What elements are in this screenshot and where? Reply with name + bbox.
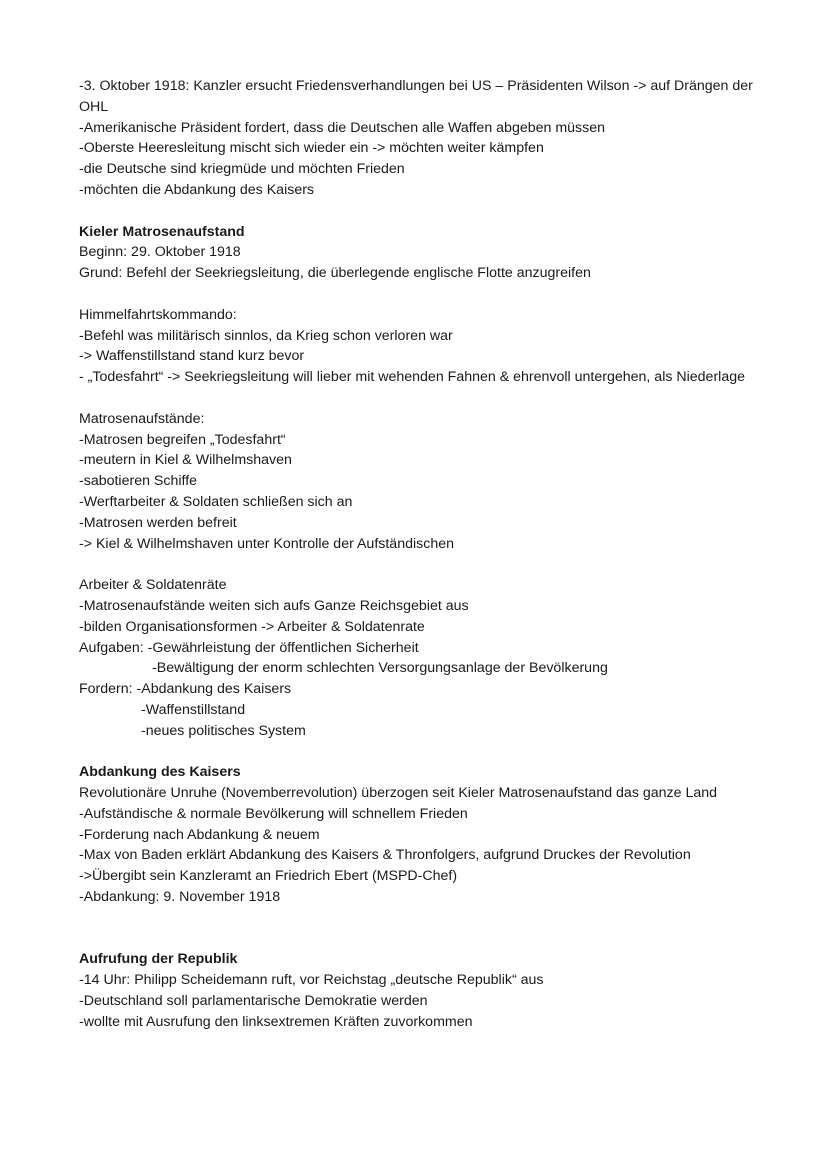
text-line: -3. Oktober 1918: Kanzler ersucht Friedensverhandlungen bei US – Präsidenten Wilson -> auf Drängen der OHL: [79, 78, 753, 115]
text-line: Revolutionäre Unruhe (Novemberrevolution) überzogen seit Kieler Matrosenaufstand das ganze Land: [79, 785, 718, 802]
text-line: -Befehl was militärisch sinnlos, da Krieg schon verloren war: [79, 327, 453, 344]
text-line: -Matrosen begreifen „Todesfahrt“: [79, 431, 286, 448]
section-heading: Abdankung des Kaisers: [79, 764, 241, 781]
text-line: -Deutschland soll parlamentarische Demokratie werden: [79, 993, 428, 1010]
fordern-line: Fordern: -Abdankung des Kaisers: [79, 681, 292, 698]
kiel-section: [79, 222, 779, 284]
text-line: -möchten die Abdankung des Kaisers: [79, 181, 315, 198]
text-line: Grund: Befehl der Seekriegsleitung, die überlegende englische Flotte anzugreifen: [79, 265, 591, 282]
aufgaben-continuation: -Bewältigung der enorm schlechten Versorgungsanlage der Bevölkerung: [152, 660, 608, 677]
section-heading: Kieler Matrosenaufstand: [79, 223, 245, 240]
text-line: - „Todesfahrt“ -> Seekriegsleitung will lieber mit wehenden Fahnen & ehrenvoll untergehen, als Niederlage: [79, 369, 746, 386]
republik-section: [79, 949, 779, 1032]
text-line: -meutern in Kiel & Wilhelmshaven: [79, 452, 292, 469]
intro-section: [79, 76, 779, 201]
subsection-title: Arbeiter & Soldatenräte: [79, 577, 227, 594]
text-line: -Werftarbeiter & Soldaten schließen sich an: [79, 493, 353, 510]
text-line: -Oberste Heeresleitung mischt sich wieder ein -> möchten weiter kämpfen: [79, 140, 544, 157]
text-line: -Matrosenaufstände weiten sich aufs Ganze Reichsgebiet aus: [79, 597, 469, 614]
document-page: [79, 76, 779, 1033]
text-line: -> Waffenstillstand stand kurz bevor: [79, 348, 305, 365]
text-line: ->Übergibt sein Kanzleramt an Friedrich Ebert (MSPD-Chef): [79, 868, 458, 885]
himmelfahrt-section: [79, 305, 779, 388]
text-line: -wollte mit Ausrufung den linksextremen Kräften zuvorkommen: [79, 1013, 473, 1030]
text-line: -bilden Organisationsformen -> Arbeiter & Soldatenrate: [79, 618, 425, 635]
text-line: -Amerikanische Präsident fordert, dass die Deutschen alle Waffen abgeben müssen: [79, 119, 606, 136]
section-heading: Aufrufung der Republik: [79, 951, 238, 968]
subsection-title: Himmelfahrtskommando:: [79, 306, 237, 323]
text-line: -die Deutsche sind kriegmüde und möchten Frieden: [79, 161, 405, 178]
text-line: -> Kiel & Wilhelmshaven unter Kontrolle der Aufständischen: [79, 535, 454, 552]
text-line: -Matrosen werden befreit: [79, 514, 237, 531]
text-line: -sabotieren Schiffe: [79, 473, 198, 490]
text-line: -Aufständische & normale Bevölkerung will schnellem Frieden: [79, 805, 468, 822]
text-line: -14 Uhr: Philipp Scheidemann ruft, vor Reichstag „deutsche Republik“ aus: [79, 972, 544, 989]
raete-section: [79, 575, 779, 741]
text-line: -Max von Baden erklärt Abdankung des Kaisers & Thronfolgers, aufgrund Druckes der Revolution: [79, 847, 691, 864]
text-line: -Abdankung: 9. November 1918: [79, 889, 281, 906]
aufgaben-line: Aufgaben: -Gewährleistung der öffentlichen Sicherheit: [79, 639, 419, 656]
abdankung-section: [79, 762, 779, 908]
subsection-title: Matrosenaufstände:: [79, 410, 205, 427]
matrosen-section: [79, 409, 779, 555]
text-line: Beginn: 29. Oktober 1918: [79, 244, 241, 261]
fordern-item: -neues politisches System: [141, 722, 306, 739]
fordern-item: -Waffenstillstand: [141, 701, 246, 718]
text-line: -Forderung nach Abdankung & neuem: [79, 826, 320, 843]
